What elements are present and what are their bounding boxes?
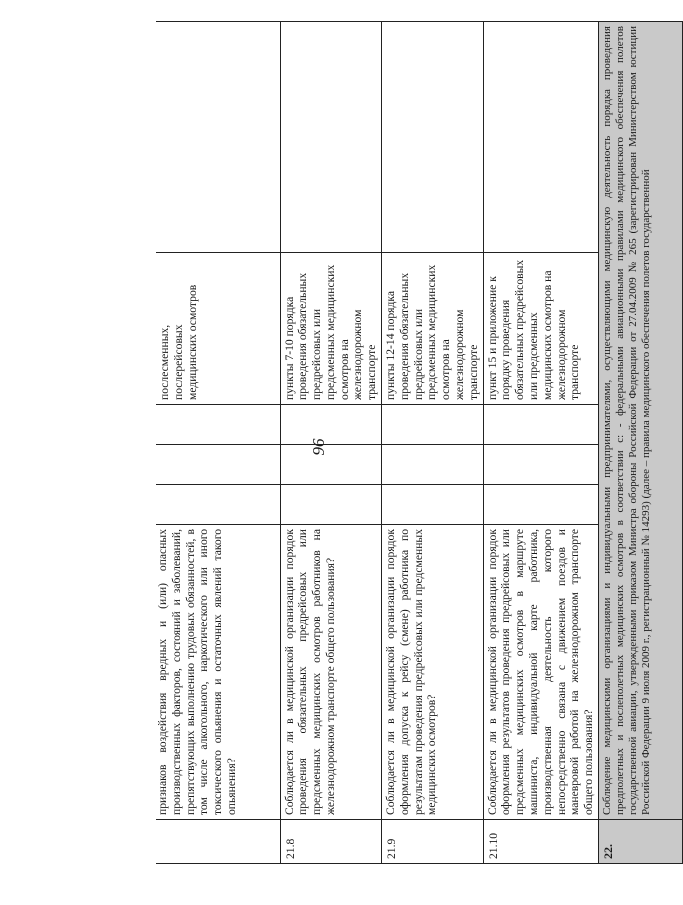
question-cell: Соблюдается ли в медицинской организации порядок оформления результатов проведения предрейсовых или предсменных медицинских осмотров в маршруте машиниста, индивидуальной карте работника, производственная деятельность которого непосредственно связана с движением поездов и маневровой работой на железнодорожном транспорте общего пользования? [483, 525, 598, 820]
comment-cell [156, 22, 280, 253]
checklist-table [156, 21, 683, 864]
section-header-row [599, 22, 683, 864]
question-cell: признаков воздействия вредных и (или) опасных производственных факторов, состояний и заболеваний, препятствующих выполнению трудовых обязанностей, в том числе алкогольного, наркотического или иного токсического опьянения и остаточных явлений такого опьянения? [156, 525, 280, 820]
answer-cell [382, 405, 484, 445]
answer-cell [280, 405, 382, 445]
answer-cell [483, 485, 598, 525]
answer-cell [280, 445, 382, 485]
answer-cell [483, 445, 598, 485]
table-row [156, 22, 280, 864]
checklist-table-region [156, 22, 653, 864]
table-row [483, 22, 598, 864]
row-number: 21.10 [483, 820, 598, 864]
table-row [382, 22, 484, 864]
table-row [280, 22, 382, 864]
answer-cell [280, 485, 382, 525]
question-cell: Соблюдается ли в медицинской организации порядок оформления допуска к рейсу (смене) работника по результатам проведения предрейсовых или предсменных медицинских осмотров? [382, 525, 484, 820]
page-number: 96 [309, 438, 328, 456]
row-number: 21.9 [382, 820, 484, 864]
comment-cell [280, 22, 382, 253]
section-text: Соблюдение медицинскими организациями и индивидуальными предпринимателями, осуществляющими медицинскую деятельность порядка проведения предполетных и послеполетных медицинских осмотров в соответствии с: - федеральными авиационными правилами медицинского обеспечения полетов государственной авиации, утвержденными приказом Министра обороны Российской Федерации от 27.04.2009 № 265 (зарегистрирован Министерством юстиции Российской Федерации 9 июля 2009 г., регистрационный № 14293) (далее – правила медицинского обеспечения полетов государственной [599, 22, 683, 820]
section-number: 22. [599, 820, 683, 864]
reference-cell: послесменных, послерейсовых медицинских осмотров [156, 253, 280, 405]
rotated-table-container [156, 22, 653, 864]
row-number [156, 820, 280, 864]
answer-cell [156, 485, 280, 525]
question-cell: Соблюдается ли в медицинской организации порядок проведения обязательных предрейсовых или предсменных медицинских осмотров работников на железнодорожном транспорте общего пользования? [280, 525, 382, 820]
comment-cell [483, 22, 598, 253]
reference-cell: пункты 7-10 порядка проведения обязательных предрейсовых или предсменных медицинских осмотров на железнодорожном транспорте [280, 253, 382, 405]
answer-cell [382, 485, 484, 525]
answer-cell [156, 405, 280, 445]
answer-cell [382, 445, 484, 485]
reference-cell: пункты 12-14 порядка проведения обязательных предрейсовых или предсменных медицинских осмотров на железнодорожном транспорте [382, 253, 484, 405]
reference-cell: пункт 15 и приложение к порядку проведения обязательных предрейсовых или предсменных медицинских осмотров на железнодорожном транспорте [483, 253, 598, 405]
comment-cell [382, 22, 484, 253]
row-number: 21.8 [280, 820, 382, 864]
answer-cell [483, 405, 598, 445]
answer-cell [156, 445, 280, 485]
